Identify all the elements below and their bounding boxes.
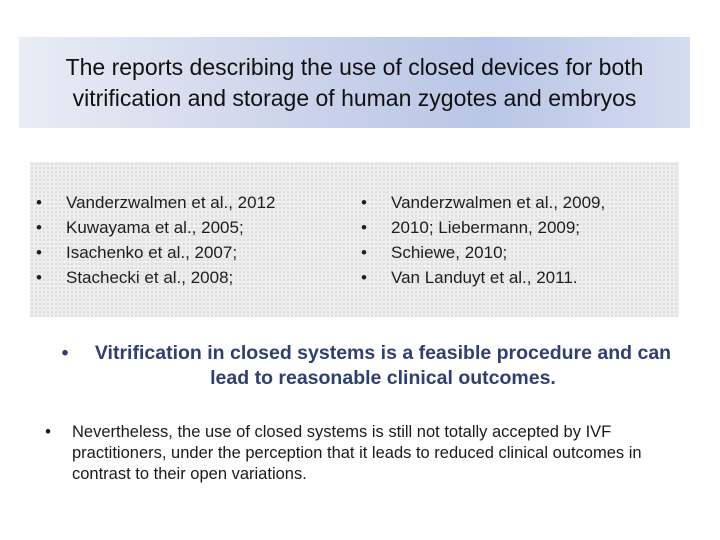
bullet-icon: • bbox=[361, 243, 367, 262]
references-left-list bbox=[30, 190, 275, 290]
reference-item bbox=[30, 265, 275, 290]
reference-item bbox=[355, 265, 605, 290]
references-right-list bbox=[355, 190, 605, 290]
reference-item bbox=[355, 240, 605, 265]
bullet-icon: • bbox=[36, 218, 42, 237]
bullet-icon: • bbox=[36, 193, 42, 212]
note-text: Nevertheless, the use of closed systems is still not totally accepted by IVF practitioners, under the perception that it leads to reduced clinical outcomes in contrast to their open variations. bbox=[72, 423, 642, 483]
bullet-icon: • bbox=[45, 423, 51, 441]
reference-item bbox=[30, 190, 275, 215]
reference-item bbox=[355, 190, 605, 215]
reference-text: Van Landuyt et al., 2011. bbox=[391, 268, 578, 287]
reference-text: Isachenko et al., 2007; bbox=[66, 243, 238, 262]
bullet-icon: • bbox=[361, 193, 367, 212]
bullet-icon: • bbox=[361, 268, 367, 287]
key-point-bullet bbox=[58, 341, 678, 391]
reference-item bbox=[355, 215, 605, 240]
note-bullet bbox=[42, 422, 682, 485]
bullet-icon: • bbox=[36, 268, 42, 287]
title-banner bbox=[19, 37, 690, 128]
bullet-icon: • bbox=[61, 342, 69, 364]
references-panel bbox=[30, 162, 679, 317]
reference-text: Schiewe, 2010; bbox=[391, 243, 508, 262]
key-point-text: Vitrification in closed systems is a feasible procedure and can lead to reasonable clinical outcomes. bbox=[94, 342, 672, 389]
bullet-icon: • bbox=[36, 243, 42, 262]
reference-item bbox=[30, 215, 275, 240]
bullet-icon: • bbox=[361, 218, 367, 237]
reference-text: Stachecki et al., 2008; bbox=[66, 268, 234, 287]
reference-item bbox=[30, 240, 275, 265]
reference-text: Vanderzwalmen et al., 2009, bbox=[391, 193, 606, 212]
reference-text: 2010; Liebermann, 2009; bbox=[391, 218, 581, 237]
slide-title: The reports describing the use of closed devices for both vitrification and storage of human zygotes and embryos bbox=[65, 53, 644, 111]
reference-text: Kuwayama et al., 2005; bbox=[66, 218, 244, 237]
reference-text: Vanderzwalmen et al., 2012 bbox=[66, 193, 276, 212]
